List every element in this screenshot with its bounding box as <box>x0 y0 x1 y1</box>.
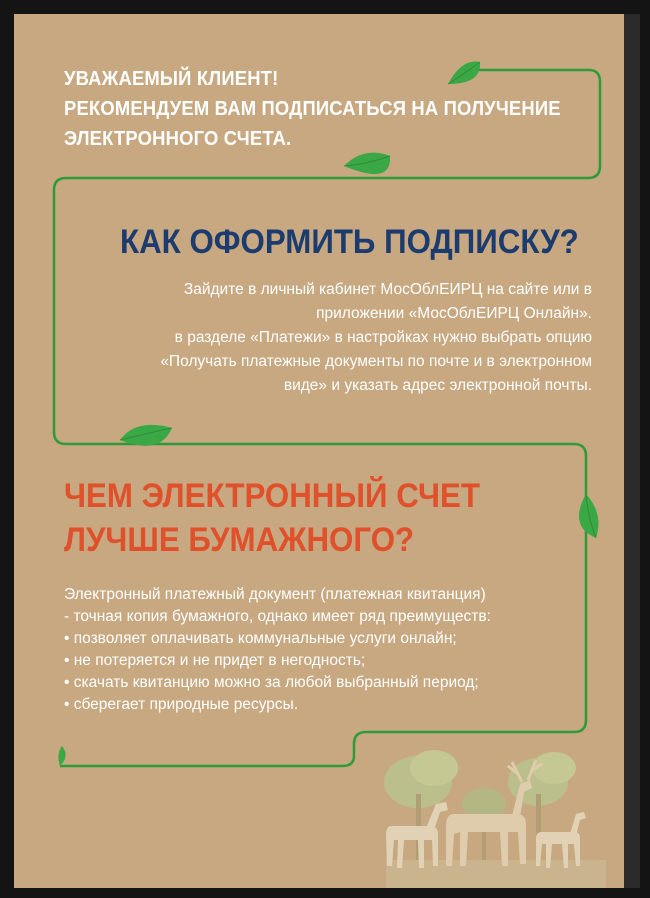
how-to-subscribe-text <box>104 278 592 398</box>
list-item: • сберегает природные ресурсы. <box>64 696 299 713</box>
text-line: «Получать платежные документы по почте и в электронном <box>160 353 592 370</box>
deer-and-trees-illustration <box>384 750 606 888</box>
text-line: приложении «МосОблЕИРЦ Онлайн». <box>316 305 592 322</box>
greeting-line: ЭЛЕКТРОННОГО СЧЕТА. <box>64 128 292 150</box>
text-line: Зайдите в личный кабинет МосОблЕИРЦ на сайте или в <box>183 281 592 298</box>
leaf-icon <box>344 153 390 174</box>
how-to-subscribe-heading: КАК ОФОРМИТЬ ПОДПИСКУ? <box>120 223 579 261</box>
greeting-line: РЕКОМЕНДУЕМ ВАМ ПОДПИСАТЬСЯ НА ПОЛУЧЕНИЕ <box>64 98 561 120</box>
poster <box>14 14 624 888</box>
leaf-icon <box>120 425 172 446</box>
text-line: в разделе «Платежи» в настройках нужно выбрать опцию <box>174 329 592 346</box>
list-item: • скачать квитанцию можно за любой выбранный период; <box>64 674 479 691</box>
why-better-text <box>64 584 584 716</box>
text-line: - точная копия бумажного, однако имеет ряд преимуществ: <box>64 608 491 625</box>
greeting-block <box>64 64 561 154</box>
list-item: • позволяет оплачивать коммунальные услуги онлайн; <box>64 630 457 647</box>
leaf-icon <box>58 746 65 766</box>
text-line: Электронный платежный документ (платежная квитанция) <box>64 586 486 603</box>
page-edge-strip <box>624 14 640 888</box>
heading-line: ЧЕМ ЭЛЕКТРОННЫЙ СЧЕТ <box>64 477 480 515</box>
leaf-icon <box>579 494 599 538</box>
text-line: виде» и указать адрес электронной почты. <box>283 377 592 394</box>
why-better-heading <box>64 474 480 562</box>
greeting-line: УВАЖАЕМЫЙ КЛИЕНТ! <box>64 68 279 90</box>
list-item: • не потеряется и не придет в негодность; <box>64 652 366 669</box>
heading-line: ЛУЧШЕ БУМАЖНОГО? <box>64 521 415 559</box>
